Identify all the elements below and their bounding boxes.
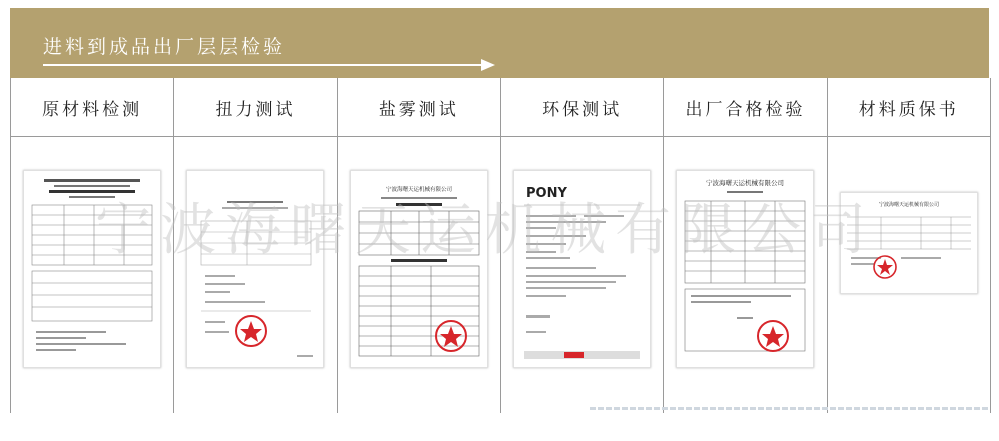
doc-heading: 宁波海曙天运机械有限公司 bbox=[706, 179, 785, 187]
column-label: 材料质保书 bbox=[828, 78, 990, 137]
column-environmental bbox=[501, 78, 664, 413]
torque-test-report-icon bbox=[186, 170, 324, 368]
header-banner bbox=[10, 8, 989, 78]
inspection-grid bbox=[10, 78, 991, 413]
column-label: 原材料检测 bbox=[11, 78, 173, 137]
column-material-warranty bbox=[828, 78, 991, 413]
divider bbox=[590, 407, 989, 410]
material-test-report-icon bbox=[23, 170, 161, 368]
column-salt-spray bbox=[338, 78, 501, 413]
salt-spray-report-icon bbox=[350, 170, 488, 368]
column-torque bbox=[174, 78, 337, 413]
column-label: 扭力测试 bbox=[174, 78, 336, 137]
doc-heading: 宁波海曙天运机械有限公司 bbox=[385, 187, 452, 193]
doc-heading: 宁波海曙天运机械有限公司 bbox=[878, 202, 939, 208]
company-watermark: 宁波海曙天运机械有限公司 bbox=[95, 198, 875, 263]
column-raw-material bbox=[11, 78, 174, 413]
environmental-report-icon bbox=[513, 170, 651, 368]
column-label: 盐雾测试 bbox=[338, 78, 500, 137]
arrow-right-icon bbox=[43, 58, 498, 72]
factory-inspection-report-icon bbox=[676, 170, 814, 368]
column-label: 出厂合格检验 bbox=[664, 78, 826, 137]
banner-title: 进料到成品出厂层层检验 bbox=[43, 36, 286, 58]
column-label: 环保测试 bbox=[501, 78, 663, 137]
column-factory-inspection bbox=[664, 78, 827, 413]
pony-logo: PONY bbox=[525, 186, 567, 201]
material-warranty-icon bbox=[840, 192, 978, 294]
